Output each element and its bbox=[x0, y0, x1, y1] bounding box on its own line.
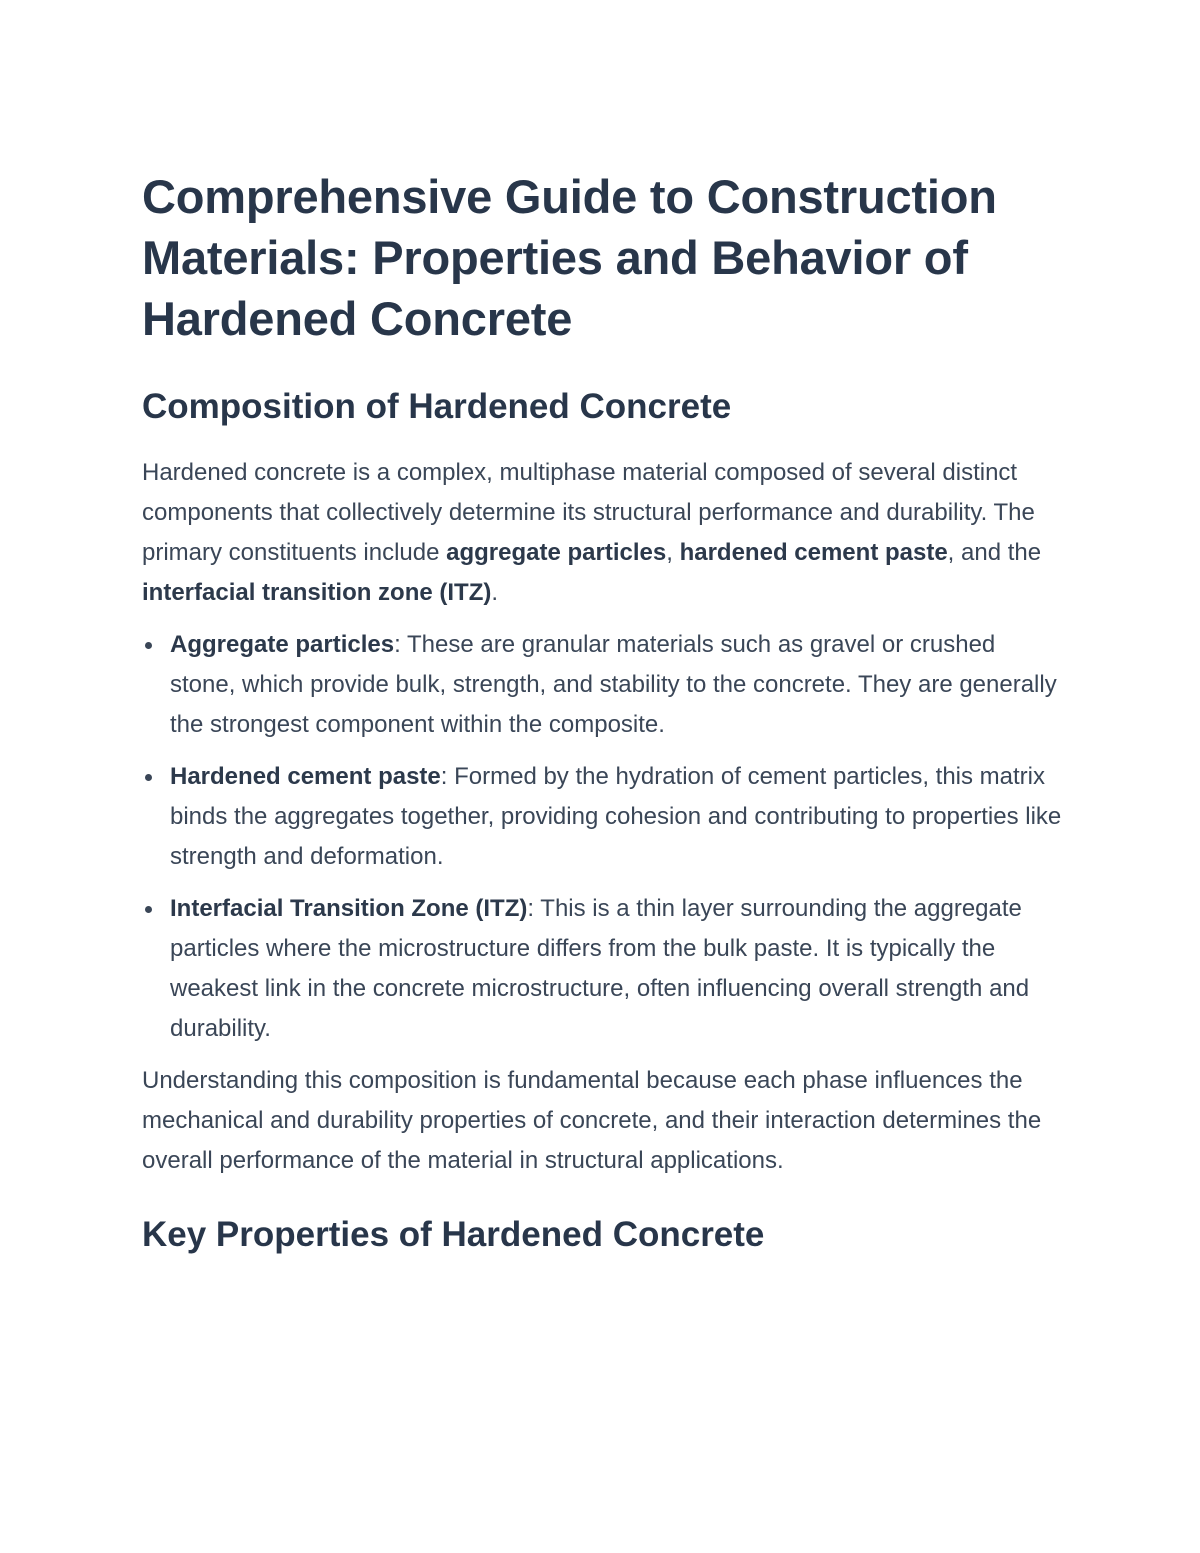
list-item-text: : Formed by the hydration of cement particles, this matrix binds the aggregates together, providing cohesion and contributing to properties like strength and deformation. bbox=[170, 763, 1062, 870]
section-heading-key-properties: Key Properties of Hardened Concrete bbox=[142, 1215, 765, 1254]
intro-text-2: , bbox=[666, 539, 680, 566]
outro-paragraph: Understanding this composition is fundamental because each phase influences the mechanical and durability properties of concrete, and their interaction determines the overall performance of the material in structural applications. bbox=[142, 1067, 1042, 1174]
bullet-dot-icon bbox=[145, 774, 152, 781]
list-item-text: : These are granular materials such as gravel or crushed stone, which provide bulk, strength, and stability to the concrete. They are generally the strongest component within the composite. bbox=[170, 631, 1057, 738]
intro-bold-itz: interfacial transition zone (ITZ) bbox=[142, 579, 492, 606]
list-item-term: Hardened cement paste bbox=[170, 763, 441, 790]
list-item-text: : This is a thin layer surrounding the aggregate particles where the microstructure differs from the bulk paste. It is typically the weakest link in the concrete microstructure, often influencing overall strength and durability. bbox=[170, 895, 1030, 1042]
list-item-term: Interfacial Transition Zone (ITZ) bbox=[170, 895, 528, 922]
page-title: Comprehensive Guide to Construction Materials: Properties and Behavior of Hardened Concrete bbox=[142, 170, 997, 345]
bullet-dot-icon bbox=[145, 906, 152, 913]
list-item bbox=[142, 757, 1062, 877]
list-item bbox=[142, 625, 1062, 745]
list-item bbox=[142, 889, 1062, 1049]
intro-text-1: Hardened concrete is a complex, multiphase material composed of several distinct components that collectively determine its structural performance and durability. The primary constituents include bbox=[142, 459, 1035, 566]
intro-text-3: , and the bbox=[947, 539, 1042, 566]
document-page bbox=[142, 166, 1062, 1257]
intro-bold-aggregate: aggregate particles bbox=[446, 539, 667, 566]
intro-paragraph bbox=[142, 453, 1062, 613]
components-list bbox=[142, 625, 1062, 1049]
intro-text-4: . bbox=[491, 579, 499, 606]
bullet-dot-icon bbox=[145, 642, 152, 649]
intro-bold-cement-paste: hardened cement paste bbox=[679, 539, 948, 566]
section-heading-composition: Composition of Hardened Concrete bbox=[142, 387, 732, 426]
list-item-term: Aggregate particles bbox=[170, 631, 395, 658]
